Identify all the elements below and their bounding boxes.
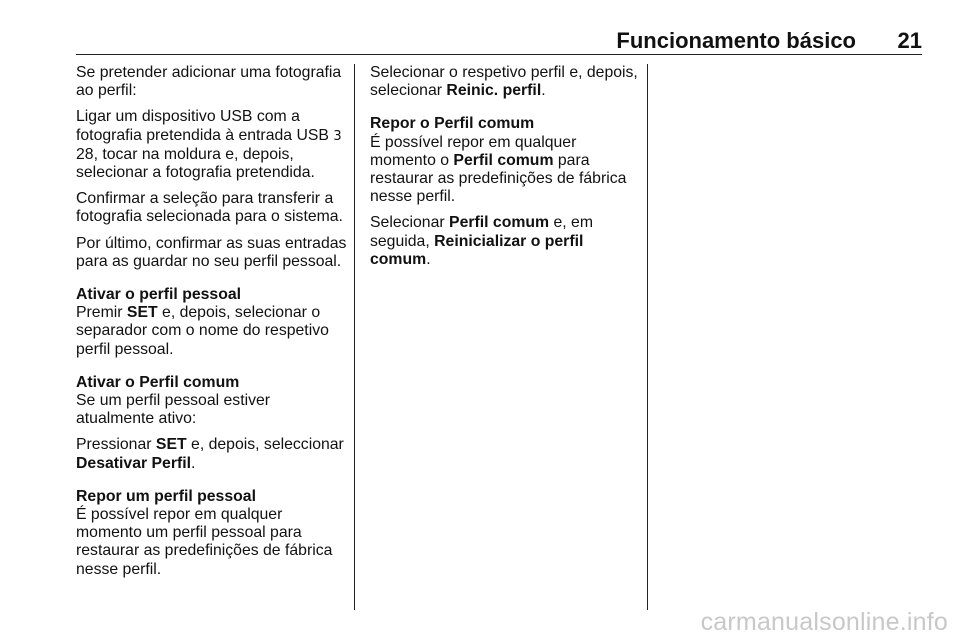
text-run: . [426,250,431,268]
section-heading-activate-common: Ativar o Perfil comum [76,373,240,391]
reset-common-paragraph-1 [370,134,642,207]
watermark: carmanualsonline.info [700,608,948,636]
text-run: Premir [76,304,127,322]
left-column [76,64,348,587]
middle-column [370,64,642,277]
activate-personal-paragraph [76,304,348,359]
page-number: 21 [897,28,922,53]
text-run: Selecionar o respetivo perfil e, depois, selecionar [370,64,638,100]
bold-term-set: SET [155,436,187,454]
section-heading-activate-personal: Ativar o perfil pessoal [76,286,242,304]
bold-term-common-profile: Perfil comum [449,214,550,232]
bold-term-set: SET [126,304,158,322]
usb-instruction-paragraph [76,108,348,182]
text-run: Selecionar [370,214,450,232]
text-run: . [541,82,546,100]
column-divider-1 [354,64,355,610]
activate-common-paragraph-2 [76,436,348,472]
intro-paragraph: Se pretender adicionar uma fotografia ao perfil: [76,64,342,100]
bold-term-common-profile: Perfil comum [453,151,554,169]
bold-term-disable-profile: Desativar Perfil [76,454,192,472]
text-run: e, depois, seleccionar [186,436,344,454]
reset-personal-paragraph: É possível repor em qualquer momento um perfil pessoal para restaurar as predefinições de fábrica nesse perfil. [76,506,333,578]
header-rule [76,54,922,55]
bold-term-reinitialize-common: Reinicializar o perfil comum [370,232,584,268]
bold-term-reset-profile: Reinic. perfil [446,82,542,100]
select-profile-paragraph [370,64,642,100]
text-run: para restaurar as predefinições de fábrica nesse perfil. [370,151,627,206]
section-heading-reset-personal: Repor um perfil pessoal [76,487,256,505]
usb-instruction-text: Ligar um dispositivo USB com a fotografia pretendida à entrada USB [76,108,334,144]
usb-instruction-text-end: 28, tocar na moldura e, depois, selecionar a fotografia pretendida. [76,145,315,182]
confirm-entries-paragraph: Por último, confirmar as suas entradas para as guardar no seu perfil pessoal. [76,234,347,270]
page-reference-arrow-icon: 3 [333,128,342,144]
text-run: . [191,454,196,472]
reset-common-paragraph-2 [370,214,642,269]
text-run: Pressionar [76,436,156,454]
confirm-selection-paragraph: Confirmar a seleção para transferir a fotografia selecionada para o sistema. [76,190,343,226]
page-title: Funcionamento básico [616,28,856,53]
activate-common-paragraph-1: Se um perfil pessoal estiver atualmente ativo: [76,392,271,428]
text-run: É possível repor em qualquer momento o [370,133,577,169]
text-run: e, em seguida, [370,214,594,250]
column-divider-2 [647,64,648,610]
section-heading-reset-common: Repor o Perfil comum [370,115,535,133]
text-run: e, depois, selecionar o separador com o nome do respetivo perfil pessoal. [76,304,329,358]
